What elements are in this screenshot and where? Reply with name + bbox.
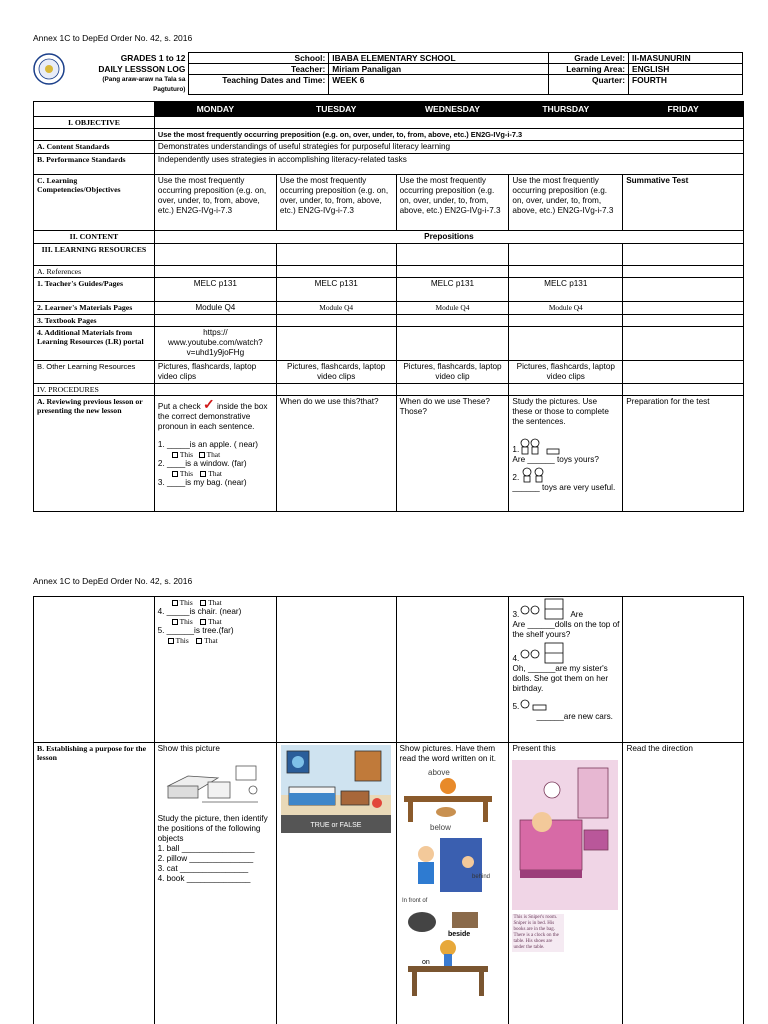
- competency-tuesday: Use the most frequently occurring preposition (e.g. on, over, under, to, from, above, etc.) EN2G-IVg-i-7.3: [276, 175, 396, 231]
- thu-q4-number: 4.: [512, 654, 520, 663]
- review-monday-intro: Put a check: [157, 402, 201, 411]
- bedroom-picture: [281, 745, 391, 833]
- competency-thursday: Use the most frequently occurring preposition (e.g. on, over, under, to, from, above, etc.) EN2G-IVg-i-7.3: [509, 175, 623, 231]
- teaching-dates-value: WEEK 6: [329, 75, 549, 95]
- day-monday: MONDAY: [154, 102, 276, 117]
- checkbox-that-1[interactable]: [199, 452, 205, 458]
- review-q5: 5. ______is tree.(far): [157, 626, 234, 635]
- thu-q1-text: Are ______ toys yours?: [512, 455, 599, 464]
- checkbox-this-5[interactable]: [168, 638, 174, 644]
- competency-friday: Summative Test: [623, 175, 744, 231]
- review-q4: 4. _____is chair. (near): [157, 607, 242, 616]
- thu-q3-number: 3.: [512, 610, 520, 619]
- option-this: This: [179, 469, 194, 478]
- checkmark-icon: ✓: [202, 396, 215, 412]
- content-text: Prepositions: [154, 231, 743, 244]
- review-q3: 3. ____is my bag. (near): [157, 478, 247, 487]
- tg-wednesday: MELC p131: [396, 278, 509, 302]
- annex-note-page2: Annex 1C to DepEd Order No. 42, s. 2016: [33, 576, 193, 586]
- grade-level-value: II-MASUNURIN: [629, 53, 743, 64]
- snipers-room-text: This is Sniper's room. Sniper is in bed. His books are in the bag. There is a clock on the table. His shoes are under the table.: [512, 914, 564, 952]
- review-wednesday: When do we use These? Those?: [396, 396, 509, 512]
- option-that: That: [208, 598, 222, 607]
- review-thursday-intro: Study the pictures. Use these or those to complete the sentences.: [512, 397, 609, 426]
- purpose-thursday-intro: Present this: [512, 744, 556, 753]
- establishing-purpose-label: B. Establishing a purpose for the lesson: [34, 743, 155, 1024]
- option-this: This: [179, 598, 193, 607]
- above-label: above: [427, 768, 450, 777]
- purpose-item-pillow: 2. pillow ______________: [157, 854, 254, 863]
- checkbox-this-1[interactable]: [172, 452, 178, 458]
- additional-materials-link[interactable]: https:// www.youtube.com/watch?v=uhd1y9joFHg: [154, 327, 276, 361]
- tg-thursday: MELC p131: [509, 278, 623, 302]
- room-picture: [158, 756, 268, 808]
- purpose-monday-study: Study the picture, then identify the positions of the following objects: [157, 814, 268, 843]
- review-friday: Preparation for the test: [623, 396, 744, 512]
- lm-wednesday: Module Q4: [396, 302, 509, 315]
- purpose-item-book: 4. book ______________: [157, 874, 251, 883]
- option-this: This: [179, 617, 193, 626]
- quarter-value: FOURTH: [629, 75, 743, 95]
- on-label: on: [421, 959, 430, 966]
- purpose-wednesday-intro: Show pictures. Have them read the word written on it.: [399, 744, 497, 763]
- olr-monday: Pictures, flashcards, laptop video clips: [154, 361, 276, 384]
- review-q1: 1. _____is an apple. ( near): [157, 440, 259, 449]
- deped-seal: [33, 53, 71, 95]
- day-wednesday: WEDNESDAY: [396, 102, 509, 117]
- review-monday: [154, 396, 276, 512]
- quarter-label: Quarter:: [549, 75, 629, 95]
- below-label: below: [429, 823, 451, 832]
- additional-materials-label: 4. Additional Materials from Learning Resources (LR) portal: [34, 327, 155, 361]
- purpose-monday-intro: Show this picture: [157, 744, 220, 753]
- checkbox-this-2[interactable]: [172, 471, 178, 477]
- objective-label: I. OBJECTIVE: [34, 117, 155, 129]
- lesson-log-table-page2: [33, 596, 744, 1024]
- kids-dolls-icon: [519, 642, 567, 664]
- option-this: This: [175, 636, 189, 645]
- objective-text: Use the most frequently occurring preposition (e.g. on, over, under, to, from, above, etc.) EN2G-IVg-i-7.3: [154, 129, 743, 141]
- performance-standards-label: B. Performance Standards: [34, 154, 155, 175]
- day-header-row: [34, 102, 744, 117]
- behind-label: behind: [471, 874, 490, 880]
- review-tuesday: When do we use this?that?: [276, 396, 396, 512]
- grades-label: GRADES 1 to 12: [120, 52, 186, 63]
- option-that: That: [208, 617, 222, 626]
- annex-note: Annex 1C to DepEd Order No. 42, s. 2016: [33, 33, 193, 43]
- olr-tuesday: Pictures, flashcards, laptop video clips: [276, 361, 396, 384]
- option-that: That: [204, 636, 218, 645]
- learning-area-value: ENGLISH: [629, 64, 743, 75]
- teachers-guide-label: 1. Teacher's Guides/Pages: [34, 278, 155, 302]
- thu-q5-text: ______are new cars.: [536, 712, 613, 721]
- option-that: That: [208, 469, 222, 478]
- above-below-picture: [400, 766, 496, 832]
- reviewing-label: A. Reviewing previous lesson or presenting the new lesson: [34, 396, 155, 512]
- checkbox-that-3[interactable]: [200, 600, 206, 606]
- option-this: This: [179, 450, 194, 459]
- purpose-item-cat: 3. cat _______________: [157, 864, 249, 873]
- learning-area-label: Learning Area:: [549, 64, 629, 75]
- lesson-log-table: [33, 101, 744, 512]
- tg-tuesday: MELC p131: [276, 278, 396, 302]
- lm-tuesday: Module Q4: [276, 302, 396, 315]
- beside-picture: [400, 904, 496, 938]
- log-subtitle: (Pang araw-araw na Tala sa Pagtuturo): [102, 75, 186, 93]
- tg-monday: MELC p131: [154, 278, 276, 302]
- teaching-dates-label: Teaching Dates and Time:: [189, 75, 329, 95]
- day-tuesday: TUESDAY: [276, 102, 396, 117]
- references-label: A. References: [34, 266, 155, 278]
- competency-wednesday: Use the most frequently occurring preposition (e.g. on, over, under, to, from, above, etc.) EN2G-IVg-i-7.3: [396, 175, 509, 231]
- review-q2: 2. ____is a window. (far): [157, 459, 247, 468]
- other-resources-label: B. Other Learning Resources: [34, 361, 155, 384]
- kids-toys-icon: [519, 437, 563, 455]
- purpose-thursday: [509, 743, 623, 1024]
- review-thursday-cont: 3. Are Are ______dolls on the top of the shelf yours? 4. Oh, ______are my sister's dolls. She got them on her birthday. 5. ______are new cars.: [509, 597, 623, 743]
- olr-wednesday: Pictures, flashcards, laptop video clip: [396, 361, 509, 384]
- checkbox-that-5[interactable]: [196, 638, 202, 644]
- checkbox-this-4[interactable]: [172, 619, 178, 625]
- lm-thursday: Module Q4: [509, 302, 623, 315]
- performance-standards-text: Independently uses strategies in accomplishing literacy-related tasks: [154, 154, 743, 175]
- procedures-label: IV. PROCEDURES: [34, 384, 155, 396]
- in-front-of-label: In front of: [401, 898, 427, 904]
- checkbox-this-3[interactable]: [172, 600, 178, 606]
- checkbox-that-4[interactable]: [200, 619, 206, 625]
- review-monday-cont: [154, 597, 276, 743]
- school-label: School:: [189, 53, 329, 64]
- grade-level-label: Grade Level:: [549, 53, 629, 64]
- thu-q3-text: Are ______dolls on the top of the shelf yours?: [512, 620, 620, 639]
- option-that: That: [206, 450, 221, 459]
- snipers-room-picture: [512, 760, 618, 910]
- thu-q1-number: 1.: [512, 445, 520, 454]
- teacher-value: Miriam Panaligan: [329, 64, 549, 75]
- beside-label: beside: [447, 931, 470, 938]
- purpose-item-ball: 1. ball ________________: [157, 844, 255, 853]
- day-friday: FRIDAY: [623, 102, 744, 117]
- thu-q2-number: 2.: [512, 473, 520, 482]
- header-table: [33, 52, 743, 95]
- checkbox-that-2[interactable]: [200, 471, 206, 477]
- learners-materials-label: 2. Learner's Materials Pages: [34, 302, 155, 315]
- true-or-false-caption: TRUE or FALSE: [310, 822, 362, 829]
- kids-icon: [519, 467, 551, 483]
- competencies-label: C. Learning Competencies/Objectives: [34, 175, 155, 231]
- teacher-label: Teacher:: [189, 64, 329, 75]
- thu-q5-number: 5.: [512, 702, 520, 711]
- content-label: II. CONTENT: [34, 231, 155, 244]
- content-standards-text: Demonstrates understandings of useful strategies for purposeful literacy learning: [154, 141, 743, 154]
- kid-cars-icon: [519, 698, 549, 712]
- purpose-friday: Read the direction: [623, 743, 744, 1024]
- thu-q2-text: ______ toys are very useful.: [512, 483, 616, 492]
- on-picture: [400, 938, 496, 998]
- purpose-tuesday: [276, 743, 396, 1024]
- log-title: DAILY LESSSON LOG: [98, 63, 186, 74]
- learning-resources-label: III. LEARNING RESOURCES: [34, 244, 155, 266]
- school-value: IBABA ELEMENTARY SCHOOL: [329, 53, 549, 64]
- purpose-monday: [154, 743, 276, 1024]
- competency-monday: Use the most frequently occurring preposition (e.g. on, over, under, to, from, above, etc.) EN2G-IVg-i-7.3: [154, 175, 276, 231]
- review-monday-instructions: inside the box the correct demonstrative pronoun in each sentence.: [157, 402, 268, 431]
- day-thursday: THURSDAY: [509, 102, 623, 117]
- purpose-wednesday: [396, 743, 509, 1024]
- behind-picture: [400, 834, 496, 904]
- thu-q4-text: Oh, ______are my sister's dolls. She got them on her birthday.: [512, 664, 609, 693]
- kids-shelf-icon: [519, 598, 567, 620]
- textbook-pages-label: 3. Textbook Pages: [34, 315, 155, 327]
- lm-monday: Module Q4: [154, 302, 276, 315]
- review-thursday: [509, 396, 623, 512]
- olr-thursday: Pictures, flashcards, laptop video clips: [509, 361, 623, 384]
- content-standards-label: A. Content Standards: [34, 141, 155, 154]
